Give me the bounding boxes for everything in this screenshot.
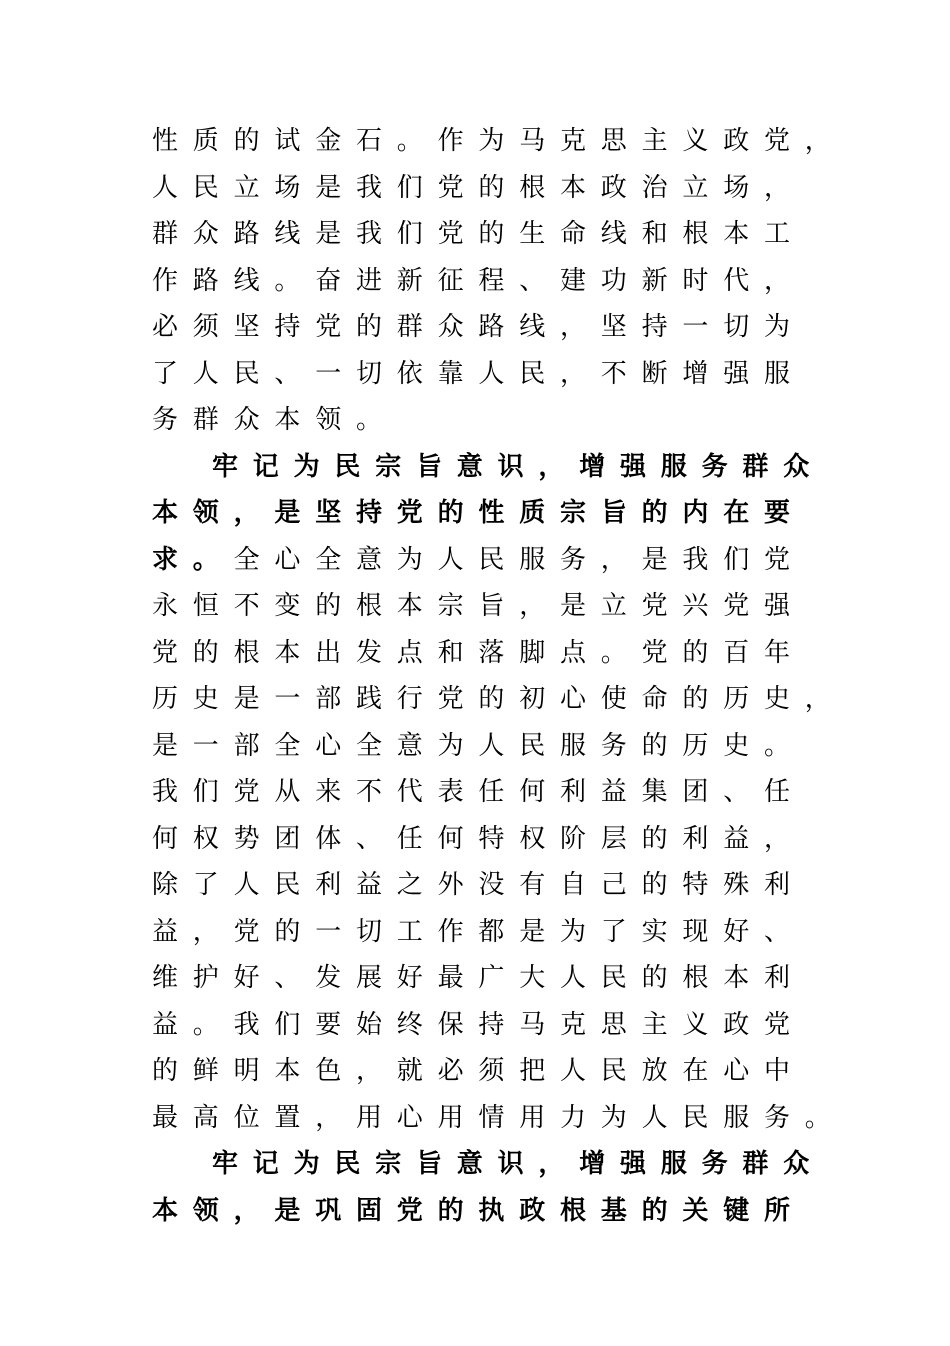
line-text: 最高位置，用心用情用力为人民服务。 xyxy=(152,1102,846,1133)
line-text: 作路线。奋进新征程、建功新时代， xyxy=(152,265,805,296)
line-text: 必须坚持党的群众路线，坚持一切为 xyxy=(152,312,805,342)
line-text: 务群众本领。 xyxy=(152,405,397,435)
bold-heading-text: 牢记为民宗旨意识，增强服务群众 xyxy=(212,451,825,482)
text-line xyxy=(152,1095,846,1142)
bold-heading-text: 本领，是坚持党的性质宗旨的内在要 xyxy=(152,498,805,528)
text-line xyxy=(152,955,832,1002)
line-text: 人民立场是我们党的根本政治立场， xyxy=(152,172,805,203)
line-text: 益。我们要始终保持马克思主义政党 xyxy=(152,1009,805,1040)
line-text: 全心全意为人民服务，是我们党 xyxy=(233,544,805,575)
text-line xyxy=(152,816,832,863)
line-text: 的鲜明本色，就必须把人民放在心中 xyxy=(152,1056,805,1086)
bold-heading-line xyxy=(152,1188,832,1235)
text-line xyxy=(152,351,832,398)
text-line xyxy=(152,723,832,770)
text-line xyxy=(152,1048,832,1095)
text-line xyxy=(152,630,832,677)
line-text: 何权势团体、任何特权阶层的利益， xyxy=(152,823,805,854)
bold-heading-text: 本领，是巩固党的执政根基的关键所 xyxy=(152,1195,805,1226)
line-text: 了人民、一切依靠人民，不断增强服 xyxy=(152,358,805,389)
line-text: 性质的试金石。作为马克思主义政党， xyxy=(152,126,846,156)
line-text: 是一部全心全意为人民服务的历史。 xyxy=(152,730,805,761)
text-line xyxy=(152,397,832,444)
text-line xyxy=(152,862,832,909)
line-text: 历史是一部践行党的初心使命的历史， xyxy=(152,684,846,714)
text-line xyxy=(152,118,846,165)
text-line xyxy=(152,165,832,212)
line-text: 除了人民利益之外没有自己的特殊利 xyxy=(152,870,805,900)
bold-heading-text: 牢记为民宗旨意识，增强服务群众 xyxy=(212,1149,825,1179)
line-text: 群众路线是我们党的生命线和根本工 xyxy=(152,219,805,249)
text-line xyxy=(152,1002,832,1049)
line-text: 党的根本出发点和落脚点。党的百年 xyxy=(152,637,805,668)
text-line xyxy=(152,676,846,723)
line-text: 维护好、发展好最广大人民的根本利 xyxy=(152,963,805,993)
text-line xyxy=(152,769,832,816)
text-line xyxy=(152,211,832,258)
mixed-line xyxy=(152,537,832,584)
line-text: 永恒不变的根本宗旨，是立党兴党强 xyxy=(152,591,805,621)
text-line xyxy=(152,304,832,351)
line-text: 我们党从来不代表任何利益集团、任 xyxy=(152,777,805,807)
line-text: 益，党的一切工作都是为了实现好、 xyxy=(152,916,805,947)
bold-heading-line xyxy=(152,490,832,537)
body-text xyxy=(152,118,846,1234)
text-line xyxy=(152,258,832,305)
bold-heading-line xyxy=(152,444,832,491)
bold-heading-text: 求。 xyxy=(152,544,234,575)
text-line xyxy=(152,909,832,956)
bold-heading-line xyxy=(152,1141,832,1188)
text-line xyxy=(152,583,832,630)
